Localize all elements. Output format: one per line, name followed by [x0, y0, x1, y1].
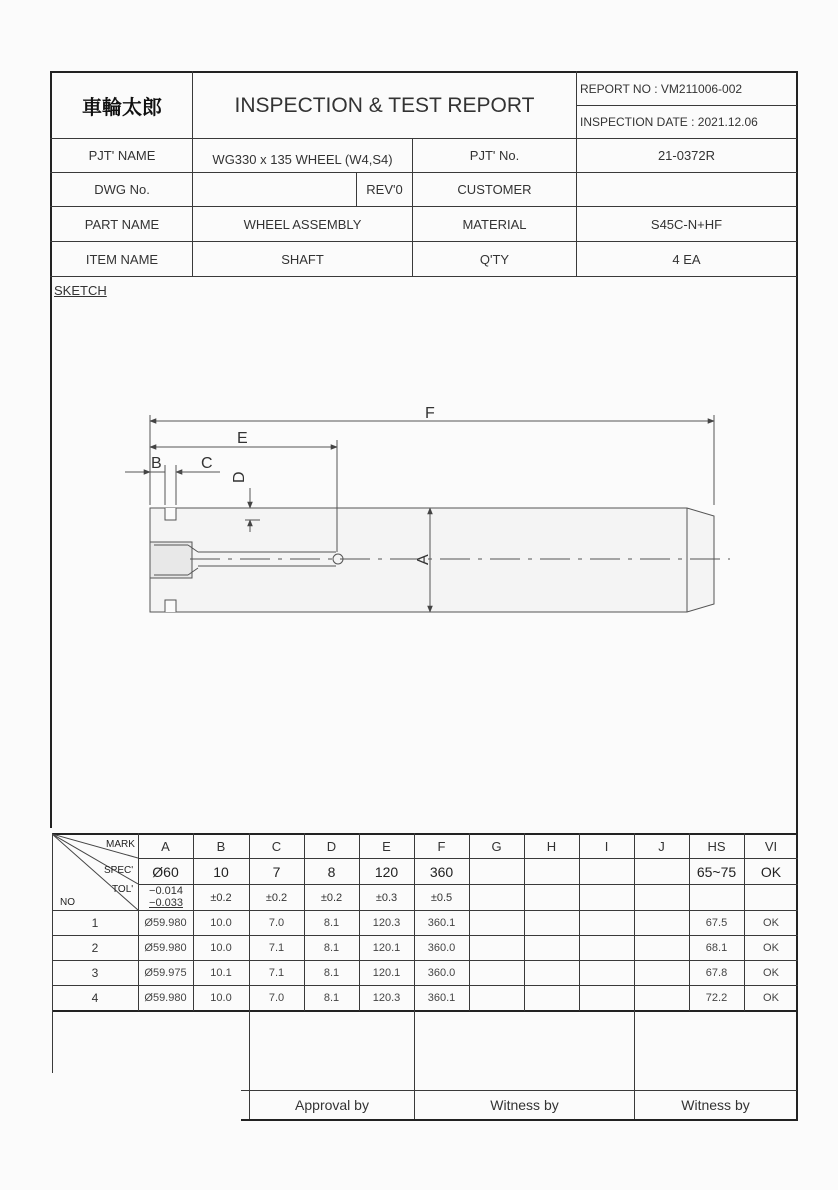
column-header: D: [326, 839, 337, 854]
measured-value: Ø59.980: [144, 942, 187, 954]
measured-value: 360.0: [427, 942, 456, 954]
witness-by-label: Witness by: [681, 1097, 750, 1113]
spec-value: [469, 859, 524, 884]
measured-value: 7.0: [268, 992, 285, 1004]
column-header: H: [546, 839, 557, 854]
item-name-label: ITEM NAME: [85, 251, 159, 267]
dim-e-label: E: [237, 430, 248, 447]
tolerance-value: ±0.2: [320, 891, 343, 904]
customer-label: CUSTOMER: [457, 182, 532, 197]
dwg-no-label: DWG No.: [94, 182, 150, 197]
tolerance-value: ±0.3: [375, 891, 398, 904]
measured-value: 8.1: [323, 942, 340, 954]
dim-d-label: D: [231, 471, 248, 483]
tolerance-value: [634, 885, 689, 910]
measured-value: 10.0: [210, 917, 232, 929]
measured-value: 120.3: [372, 917, 401, 929]
column-header: I: [604, 839, 609, 854]
tolerance-value: [744, 885, 798, 910]
approval-by-label: Approval by: [295, 1097, 369, 1113]
tolerance-a-lower: −0.033: [149, 897, 183, 909]
measured-value: 120.3: [372, 992, 401, 1004]
measured-value: 8.1: [323, 967, 340, 979]
measured-value: 10.0: [210, 942, 232, 954]
column-header: F: [437, 839, 446, 854]
measured-value: 10.1: [210, 967, 232, 979]
witness-by-label: Witness by: [490, 1097, 559, 1113]
measured-value: [524, 911, 579, 935]
row-number: 3: [91, 966, 99, 980]
column-header: C: [271, 839, 282, 854]
column-header: A: [161, 839, 170, 854]
spec-value: 10: [213, 863, 229, 880]
measured-value: [524, 986, 579, 1010]
item-name-value: SHAFT: [281, 251, 324, 267]
tolerance-value: [689, 885, 744, 910]
measured-value: [469, 936, 524, 960]
measured-value: 8.1: [323, 992, 340, 1004]
measured-value: 7.0: [268, 917, 285, 929]
measured-value: [579, 936, 634, 960]
tolerance-value: [524, 885, 579, 910]
divider: [52, 1011, 53, 1073]
part-name-label: PART NAME: [84, 216, 160, 232]
measured-value: [469, 911, 524, 935]
shaft-outline: [150, 508, 714, 612]
divider: [52, 1010, 798, 1012]
spec-value: 120: [374, 863, 399, 880]
measured-value: OK: [763, 967, 779, 979]
measured-value: Ø59.975: [144, 967, 187, 979]
measured-value: 68.1: [705, 942, 728, 954]
pjt-name-label: PJT' NAME: [88, 148, 156, 163]
part-name-value: WHEEL ASSEMBLY: [243, 216, 362, 232]
column-header: E: [382, 839, 391, 854]
column-header: J: [658, 839, 665, 854]
measured-value: [634, 911, 689, 935]
measured-value: 120.1: [372, 942, 401, 954]
report-title: INSPECTION & TEST REPORT: [234, 93, 535, 117]
measured-value: 7.1: [268, 967, 285, 979]
corner-spec: SPEC': [104, 865, 134, 876]
measured-value: [524, 936, 579, 960]
revision: REV'0: [366, 182, 403, 197]
tolerance-a-upper: −0.014: [149, 885, 183, 897]
measured-value: OK: [763, 942, 779, 954]
material-value: S45C-N+HF: [650, 216, 723, 232]
dim-c-label: C: [201, 455, 213, 472]
pjt-name-value: WG330 x 135 WHEEL (W4,S4): [212, 152, 393, 167]
spec-value: [634, 859, 689, 884]
spec-value: [579, 859, 634, 884]
sketch-label: SKETCH: [54, 283, 107, 298]
spec-value: OK: [760, 863, 782, 880]
measured-value: 10.0: [210, 992, 232, 1004]
measured-value: Ø59.980: [144, 917, 187, 929]
measured-value: [469, 961, 524, 985]
row-number: 2: [91, 941, 99, 955]
pjt-no-value: 21-0372R: [657, 148, 716, 163]
qty-value: 4 EA: [672, 251, 701, 267]
measured-value: Ø59.980: [144, 992, 187, 1004]
column-header: HS: [707, 839, 726, 854]
material-label: MATERIAL: [462, 216, 527, 232]
measured-value: OK: [763, 917, 779, 929]
column-header: G: [491, 839, 502, 854]
measured-value: 67.5: [705, 917, 728, 929]
dim-b-label: B: [151, 455, 162, 472]
pjt-no-label: PJT' No.: [469, 148, 520, 163]
company-name: 車輪太郎: [82, 95, 162, 119]
measured-value: 72.2: [705, 992, 728, 1004]
spec-value: 8: [327, 863, 336, 880]
divider: [241, 1119, 798, 1121]
corner-tol: TOL': [112, 884, 134, 895]
inspection-date: INSPECTION DATE : 2021.12.06: [580, 115, 758, 129]
qty-label: Q'TY: [479, 251, 510, 267]
row-number: 1: [91, 916, 99, 930]
measured-value: [579, 961, 634, 985]
tolerance-value: [579, 885, 634, 910]
tolerance-value: [469, 885, 524, 910]
report-number: REPORT NO : VM211006-002: [580, 82, 743, 96]
measured-value: [469, 986, 524, 1010]
measured-value: [524, 961, 579, 985]
measured-value: [634, 961, 689, 985]
groove-top: [165, 508, 176, 520]
spec-value: [524, 859, 579, 884]
measured-value: 360.1: [427, 917, 456, 929]
corner-no: NO: [60, 897, 75, 908]
tapped-hole: [150, 542, 192, 578]
measured-value: [579, 986, 634, 1010]
dim-f-label: F: [425, 405, 435, 422]
row-number: 4: [91, 991, 99, 1005]
measured-value: 360.1: [427, 992, 456, 1004]
tolerance-value: ±0.5: [430, 891, 453, 904]
spec-value: 65~75: [696, 863, 737, 880]
spec-value: 7: [272, 863, 281, 880]
measured-value: 7.1: [268, 942, 285, 954]
measured-value: 8.1: [323, 917, 340, 929]
measured-value: [634, 936, 689, 960]
measured-value: 120.1: [372, 967, 401, 979]
tolerance-value: ±0.2: [265, 891, 288, 904]
column-header: VI: [764, 839, 778, 854]
spec-value: Ø60: [152, 863, 179, 880]
measured-value: [634, 986, 689, 1010]
groove-bottom: [165, 600, 176, 612]
measured-value: [579, 911, 634, 935]
corner-mark: MARK: [106, 839, 135, 850]
column-header: B: [216, 839, 226, 854]
measured-value: 360.0: [427, 967, 456, 979]
measured-value: 67.8: [705, 967, 728, 979]
tolerance-value: ±0.2: [210, 891, 232, 904]
spec-value: 360: [429, 863, 454, 880]
measured-value: OK: [763, 992, 779, 1004]
dim-a-label: A: [415, 554, 432, 565]
